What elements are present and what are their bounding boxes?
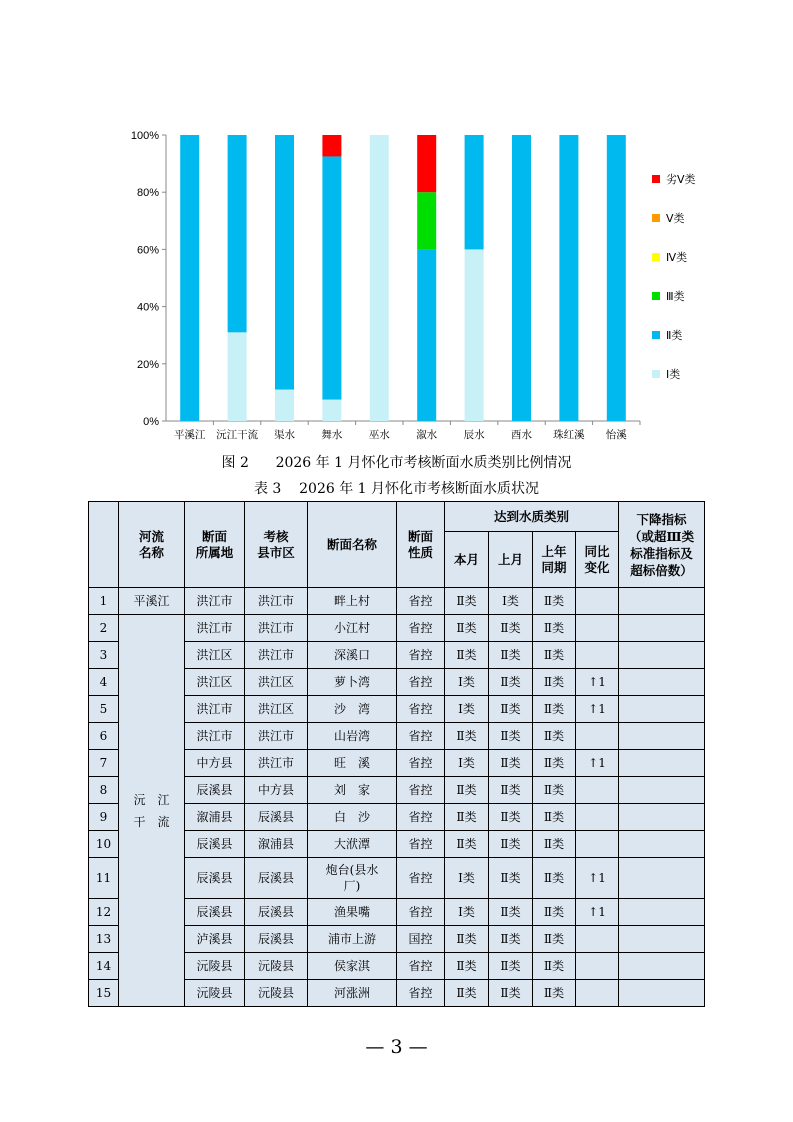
legend-label: Ⅳ类 xyxy=(666,251,688,264)
cell-this-month: Ⅱ类 xyxy=(445,615,489,642)
cell-last-year: Ⅱ类 xyxy=(533,750,576,777)
cell-nature: 省控 xyxy=(397,777,445,804)
cell-location: 洪江区 xyxy=(185,669,245,696)
cell-indicator xyxy=(619,926,705,953)
bar-segment xyxy=(370,135,389,421)
cell-nature: 国控 xyxy=(397,926,445,953)
cell-last-month: Ⅱ类 xyxy=(489,858,533,899)
cell-location: 洪江区 xyxy=(185,642,245,669)
cell-last-month: Ⅱ类 xyxy=(489,615,533,642)
cell-last-month: Ⅱ类 xyxy=(489,804,533,831)
row-index: 2 xyxy=(89,615,119,642)
cell-location: 沅陵县 xyxy=(185,953,245,980)
x-category-label: 平溪江 xyxy=(173,429,206,441)
cell-location: 辰溪县 xyxy=(185,831,245,858)
bar-segment xyxy=(322,156,341,399)
cell-last-month: Ⅱ类 xyxy=(489,831,533,858)
cell-nature: 省控 xyxy=(397,669,445,696)
row-index: 1 xyxy=(89,588,119,615)
header-yoy: 同比 变化 xyxy=(576,532,619,588)
cell-location: 溆浦县 xyxy=(185,804,245,831)
legend-swatch xyxy=(652,175,660,183)
cell-this-month: Ⅰ类 xyxy=(445,669,489,696)
cell-nature: 省控 xyxy=(397,899,445,926)
cell-last-month: Ⅱ类 xyxy=(489,723,533,750)
cell-section-name: 萝卜湾 xyxy=(308,669,397,696)
cell-nature: 省控 xyxy=(397,642,445,669)
cell-this-month: Ⅱ类 xyxy=(445,926,489,953)
cell-county: 洪江市 xyxy=(245,642,308,669)
bar-segment xyxy=(417,135,436,192)
cell-yoy xyxy=(576,642,619,669)
header-indicator: 下降指标 （或超Ⅲ类 标准指标及 超标倍数） xyxy=(619,502,705,588)
bar-segment xyxy=(417,249,436,421)
cell-county: 洪江市 xyxy=(245,723,308,750)
cell-section-name: 小江村 xyxy=(308,615,397,642)
cell-location: 辰溪县 xyxy=(185,899,245,926)
cell-section-name: 浦市上游 xyxy=(308,926,397,953)
bar-segment xyxy=(417,192,436,249)
cell-last-year: Ⅱ类 xyxy=(533,926,576,953)
cell-yoy xyxy=(576,980,619,1007)
cell-yoy: ↑1 xyxy=(576,858,619,899)
cell-nature: 省控 xyxy=(397,831,445,858)
cell-last-year: Ⅱ类 xyxy=(533,669,576,696)
cell-nature: 省控 xyxy=(397,615,445,642)
legend-label: Ⅱ类 xyxy=(666,329,683,342)
cell-yoy: ↑1 xyxy=(576,750,619,777)
river-name-yuanjiang: 沅 江 干 流 xyxy=(119,615,185,1007)
cell-county: 辰溪县 xyxy=(245,926,308,953)
bar-segment xyxy=(465,135,484,249)
cell-nature: 省控 xyxy=(397,953,445,980)
cell-nature: 省控 xyxy=(397,858,445,899)
cell-yoy: ↑1 xyxy=(576,899,619,926)
cell-section-name: 炮台(县水 厂) xyxy=(308,858,397,899)
cell-section-name: 大洑潭 xyxy=(308,831,397,858)
header-index xyxy=(89,502,119,588)
row-index: 3 xyxy=(89,642,119,669)
legend-label: Ⅰ类 xyxy=(666,368,681,381)
cell-indicator xyxy=(619,899,705,926)
row-index: 5 xyxy=(89,696,119,723)
bar-segment xyxy=(275,135,294,390)
cell-this-month: Ⅱ类 xyxy=(445,777,489,804)
cell-county: 洪江区 xyxy=(245,669,308,696)
cell-indicator xyxy=(619,980,705,1007)
y-tick-label: 60% xyxy=(136,244,159,257)
cell-location: 辰溪县 xyxy=(185,858,245,899)
x-category-label: 巫水 xyxy=(368,429,390,441)
bar-segment xyxy=(465,249,484,421)
cell-indicator xyxy=(619,588,705,615)
bar-segment xyxy=(322,400,341,421)
cell-nature: 省控 xyxy=(397,588,445,615)
cell-location: 洪江市 xyxy=(185,723,245,750)
legend-swatch xyxy=(652,214,660,222)
cell-county: 洪江市 xyxy=(245,750,308,777)
cell-location: 辰溪县 xyxy=(185,777,245,804)
header-last-year: 上年 同期 xyxy=(533,532,576,588)
cell-indicator xyxy=(619,804,705,831)
cell-last-year: Ⅱ类 xyxy=(533,831,576,858)
x-category-label: 舞水 xyxy=(321,429,343,441)
row-index: 6 xyxy=(89,723,119,750)
row-index: 13 xyxy=(89,926,119,953)
cell-nature: 省控 xyxy=(397,980,445,1007)
header-section-name: 断面名称 xyxy=(308,502,397,588)
cell-section-name: 渔果嘴 xyxy=(308,899,397,926)
cell-section-name: 畔上村 xyxy=(308,588,397,615)
cell-last-month: Ⅱ类 xyxy=(489,669,533,696)
cell-last-month: Ⅱ类 xyxy=(489,926,533,953)
y-tick-label: 20% xyxy=(136,358,159,371)
cell-county: 洪江市 xyxy=(245,615,308,642)
cell-county: 沅陵县 xyxy=(245,980,308,1007)
cell-indicator xyxy=(619,723,705,750)
cell-yoy xyxy=(576,777,619,804)
cell-this-month: Ⅱ类 xyxy=(445,723,489,750)
cell-indicator xyxy=(619,777,705,804)
legend-label: 劣Ⅴ类 xyxy=(666,173,696,186)
cell-yoy xyxy=(576,588,619,615)
cell-yoy: ↑1 xyxy=(576,669,619,696)
cell-county: 辰溪县 xyxy=(245,899,308,926)
row-index: 15 xyxy=(89,980,119,1007)
bar-segment xyxy=(512,135,531,421)
cell-yoy: ↑1 xyxy=(576,696,619,723)
x-category-label: 沅江干流 xyxy=(216,429,259,441)
figure-caption: 图 2 2026 年 1 月怀化市考核断面水质类别比例情况 xyxy=(221,455,572,471)
page-number: — 3 — xyxy=(365,1036,428,1058)
header-river: 河流 名称 xyxy=(119,502,185,588)
table-caption: 表 3 2026 年 1 月怀化市考核断面水质状况 xyxy=(253,481,540,497)
legend-label: Ⅴ类 xyxy=(666,212,685,225)
cell-this-month: Ⅰ类 xyxy=(445,858,489,899)
bar-segment xyxy=(559,135,578,421)
cell-county: 中方县 xyxy=(245,777,308,804)
x-category-label: 珠红溪 xyxy=(553,429,585,441)
y-tick-label: 40% xyxy=(136,301,159,314)
cell-indicator xyxy=(619,642,705,669)
cell-indicator xyxy=(619,615,705,642)
legend-swatch xyxy=(652,253,660,261)
cell-nature: 省控 xyxy=(397,750,445,777)
cell-section-name: 侯家淇 xyxy=(308,953,397,980)
table-row xyxy=(89,588,705,615)
x-category-label: 怡溪 xyxy=(605,429,627,441)
cell-last-year: Ⅱ类 xyxy=(533,858,576,899)
bar-segment xyxy=(228,332,247,421)
cell-this-month: Ⅰ类 xyxy=(445,899,489,926)
legend-swatch xyxy=(652,292,660,300)
cell-county: 洪江区 xyxy=(245,696,308,723)
cell-last-month: Ⅱ类 xyxy=(489,953,533,980)
cell-section-name: 白 沙 xyxy=(308,804,397,831)
cell-indicator xyxy=(619,669,705,696)
cell-last-year: Ⅱ类 xyxy=(533,804,576,831)
cell-location: 泸溪县 xyxy=(185,926,245,953)
cell-last-month: Ⅱ类 xyxy=(489,777,533,804)
cell-this-month: Ⅰ类 xyxy=(445,696,489,723)
cell-yoy xyxy=(576,831,619,858)
cell-location: 洪江市 xyxy=(185,615,245,642)
x-category-label: 辰水 xyxy=(463,429,485,441)
cell-this-month: Ⅱ类 xyxy=(445,953,489,980)
header-this-month: 本月 xyxy=(445,532,489,588)
cell-indicator xyxy=(619,953,705,980)
row-index: 14 xyxy=(89,953,119,980)
cell-section-name: 旺 溪 xyxy=(308,750,397,777)
cell-last-month: Ⅱ类 xyxy=(489,750,533,777)
cell-this-month: Ⅱ类 xyxy=(445,804,489,831)
legend-swatch xyxy=(652,331,660,339)
cell-county: 辰溪县 xyxy=(245,858,308,899)
cell-this-month: Ⅰ类 xyxy=(445,750,489,777)
y-tick-label: 0% xyxy=(143,416,159,428)
cell-section-name: 河涨洲 xyxy=(308,980,397,1007)
cell-nature: 省控 xyxy=(397,696,445,723)
cell-section-name: 沙 湾 xyxy=(308,696,397,723)
cell-county: 沅陵县 xyxy=(245,953,308,980)
cell-indicator xyxy=(619,696,705,723)
x-category-label: 酉水 xyxy=(511,429,532,441)
cell-section-name: 山岩湾 xyxy=(308,723,397,750)
cell-section-name: 刘 家 xyxy=(308,777,397,804)
river-name-pingxi: 平溪江 xyxy=(119,588,185,615)
cell-last-year: Ⅱ类 xyxy=(533,723,576,750)
header-quality-group: 达到水质类别 xyxy=(445,502,619,532)
row-index: 9 xyxy=(89,804,119,831)
cell-last-year: Ⅱ类 xyxy=(533,588,576,615)
cell-yoy xyxy=(576,723,619,750)
header-last-month: 上月 xyxy=(489,532,533,588)
cell-nature: 省控 xyxy=(397,723,445,750)
y-tick-label: 100% xyxy=(130,130,159,142)
cell-this-month: Ⅱ类 xyxy=(445,980,489,1007)
cell-last-month: Ⅱ类 xyxy=(489,980,533,1007)
header-location: 断面 所属地 xyxy=(185,502,245,588)
cell-last-month: Ⅱ类 xyxy=(489,642,533,669)
bar-segment xyxy=(180,135,199,421)
cell-this-month: Ⅱ类 xyxy=(445,588,489,615)
table-row xyxy=(89,615,705,642)
row-index: 4 xyxy=(89,669,119,696)
cell-location: 中方县 xyxy=(185,750,245,777)
row-index: 11 xyxy=(89,858,119,899)
cell-location: 洪江市 xyxy=(185,588,245,615)
row-index: 8 xyxy=(89,777,119,804)
cell-yoy xyxy=(576,926,619,953)
cell-location: 沅陵县 xyxy=(185,980,245,1007)
cell-this-month: Ⅱ类 xyxy=(445,642,489,669)
cell-yoy xyxy=(576,804,619,831)
bar-segment xyxy=(607,135,626,421)
cell-last-year: Ⅱ类 xyxy=(533,777,576,804)
header-county: 考核 县市区 xyxy=(245,502,308,588)
x-category-label: 渠水 xyxy=(274,429,295,441)
bar-segment xyxy=(322,135,341,156)
cell-section-name: 深溪口 xyxy=(308,642,397,669)
cell-yoy xyxy=(576,953,619,980)
cell-county: 洪江市 xyxy=(245,588,308,615)
cell-indicator xyxy=(619,858,705,899)
water-quality-table xyxy=(88,501,705,1007)
bar-segment xyxy=(275,390,294,421)
cell-last-year: Ⅱ类 xyxy=(533,615,576,642)
cell-last-month: Ⅰ类 xyxy=(489,588,533,615)
water-quality-stacked-bar-chart xyxy=(0,0,793,450)
cell-last-month: Ⅱ类 xyxy=(489,696,533,723)
cell-last-year: Ⅱ类 xyxy=(533,899,576,926)
header-nature: 断面 性质 xyxy=(397,502,445,588)
cell-last-year: Ⅱ类 xyxy=(533,953,576,980)
cell-location: 洪江市 xyxy=(185,696,245,723)
cell-yoy xyxy=(576,615,619,642)
row-index: 10 xyxy=(89,831,119,858)
cell-last-year: Ⅱ类 xyxy=(533,980,576,1007)
y-tick-label: 80% xyxy=(136,187,159,200)
cell-last-year: Ⅱ类 xyxy=(533,642,576,669)
cell-nature: 省控 xyxy=(397,804,445,831)
cell-this-month: Ⅱ类 xyxy=(445,831,489,858)
row-index: 7 xyxy=(89,750,119,777)
x-category-label: 溆水 xyxy=(416,429,438,441)
row-index: 12 xyxy=(89,899,119,926)
bar-segment xyxy=(228,135,247,332)
cell-county: 溆浦县 xyxy=(245,831,308,858)
legend-label: Ⅲ类 xyxy=(666,290,685,303)
cell-last-month: Ⅱ类 xyxy=(489,899,533,926)
legend-swatch xyxy=(652,370,660,378)
cell-last-year: Ⅱ类 xyxy=(533,696,576,723)
cell-county: 辰溪县 xyxy=(245,804,308,831)
cell-indicator xyxy=(619,831,705,858)
cell-indicator xyxy=(619,750,705,777)
